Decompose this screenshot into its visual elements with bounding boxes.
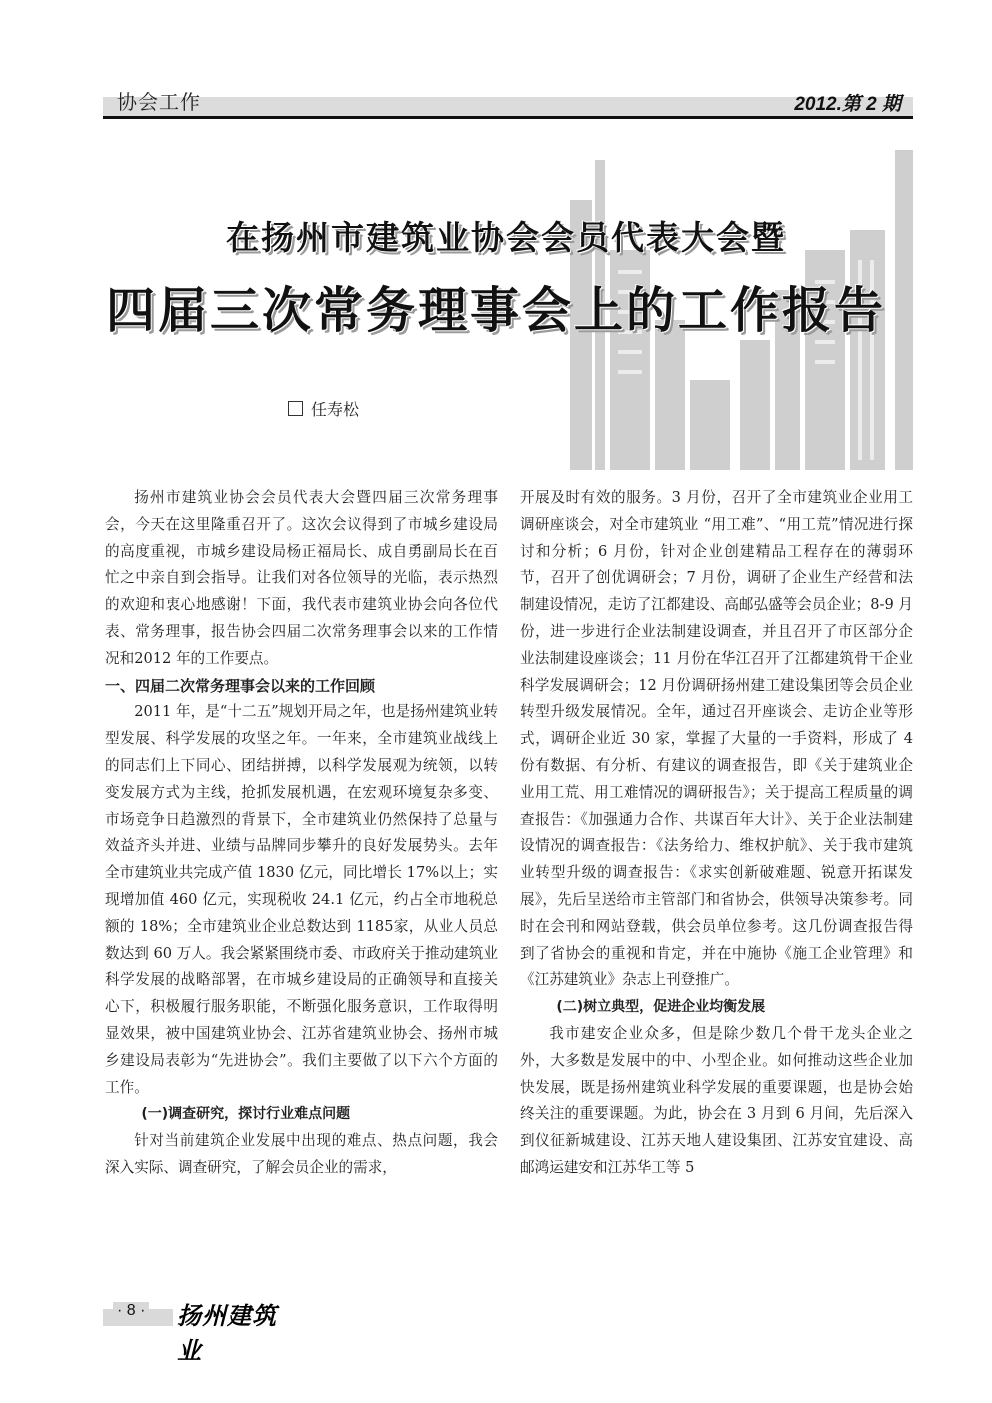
article-title-line2: 四届三次常务理事会上的工作报告 bbox=[105, 282, 886, 339]
square-bullet-icon bbox=[288, 401, 303, 416]
section-heading: 一、四届二次常务理事会以来的工作回顾 bbox=[105, 676, 376, 695]
paragraph: 开展及时有效的服务。3 月份，召开了全市建筑业企业用工调研座谈会，对全市建筑业 “用工难”、“用工荒”情况进行探讨和分析；6 月份，针对企业创建精品工程存在的薄弱环节，召开了创优调研会；7 月份，调研了企业生产经营和法制建设情况，走访了江都建设、高邮弘盛等会员企业；8-9 月份，进一步进行企业法制建设调查，并且召开了市区部分企业法制建设座谈会；11 月份在华江召开了江都建筑骨干企业科学发展调研会；12 月份调研扬州建工建设集团等会员企业转型升级发展情况。全年，通过召开座谈会、走访企业等形式，调研企业近 30 家，掌握了大量的一手资料，形成了 4 份有数据、有分析、有建议的调查报告，即《关于建筑业企业用工荒、用工难情况的调研报告》；关于提高工程质量的调查报告：《加强通力合作、共谋百年大计》、关于企业法制建设情况的调查报告：《法务给力、维权护航》、关于我市建筑业转型升级的调查报告：《求实创新破难题、锐意开拓谋发展》，先后呈送给市主管部门和省协会，供领导决策参考。同时在会刊和网站登载，供会员单位参考。这几份调查报告得到了省协会的重视和肯定，并在中施协《施工企业管理》和《江苏建筑业》杂志上刊登推广。 bbox=[520, 489, 913, 989]
paragraph: 我市建安企业众多，但是除少数几个骨干龙头企业之外，大多数是发展中的中、小型企业。如何推动这些企业加快发展，既是扬州建筑业科学发展的重要课题，也是协会始终关注的重要课题。为此，协会在 3 月到 6 月间，先后深入到仪征新城建设、江苏天地人建设集团、江苏安宜建设、高邮鸿运建安和江苏华工等 5 bbox=[520, 1024, 913, 1176]
running-header bbox=[103, 86, 913, 116]
subsection-heading: (一)调查研究，探讨行业难点问题 bbox=[141, 1106, 351, 1123]
left-column bbox=[105, 485, 498, 1182]
building-shape bbox=[690, 380, 730, 470]
right-column bbox=[520, 485, 913, 1182]
running-footer bbox=[103, 1296, 303, 1365]
header-band bbox=[103, 97, 913, 116]
section-name: 协会工作 bbox=[117, 90, 201, 114]
author-name: 任寿松 bbox=[311, 400, 360, 419]
building-detail bbox=[815, 360, 835, 364]
publication-logo: 扬州建筑业 bbox=[173, 1296, 303, 1366]
building-detail bbox=[618, 370, 642, 374]
subsection-heading: (二)树立典型，促进企业均衡发展 bbox=[556, 999, 766, 1016]
paragraph: 2011 年，是“十二五”规划开局之年，也是扬州建筑业转型发展、科学发展的攻坚之年。一年来，全市建筑业战线上的同志们上下同心、团结拼搏，以科学发展观为统领，以转变发展方式为主线，抢抓发展机遇，在宏观环境复杂多变、市场竞争日趋激烈的背景下，全市建筑业仍然保持了总量与效益齐头并进、业绩与品牌同步攀升的良好发展势头。去年全市建筑业共完成产值 1830 亿元，同比增长 17%以上；实现增加值 460 亿元，实现税收 24.1 亿元，约占全市地税总额的 18%；全市建筑业企业总数达到 1185家，从业人员总数达到 60 万人。我会紧紧围绕市委、市政府关于推动建筑业科学发展的战略部署，在市城乡建设局的正确领导和直接关心下，积极履行服务职能，不断强化服务意识，工作取得明显效果，被中国建筑业协会、江苏省建筑业协会、扬州市城乡建设局表彰为“先进协会”。我们主要做了以下六个方面的工作。 bbox=[105, 703, 498, 1096]
header-rule bbox=[103, 116, 913, 119]
building-detail bbox=[618, 350, 642, 354]
author-byline bbox=[288, 397, 359, 420]
building-shape bbox=[655, 320, 685, 470]
building-shape bbox=[850, 230, 885, 470]
paragraph: 扬州市建筑业协会会员代表大会暨四届三次常务理事会，今天在这里隆重召开了。这次会议得到了市城乡建设局的高度重视，市城乡建设局杨正福局长、成自勇副局长在百忙之中亲自到会指导。让我们对各位领导的光临，表示热烈的欢迎和衷心地感谢！下面，我代表市建筑业协会向各位代表、常务理事，报告协会四届二次常务理事会以来的工作情况和2012 年的工作要点。 bbox=[105, 489, 498, 667]
building-shape bbox=[740, 340, 770, 470]
article-title-line1: 在扬州市建筑业协会会员代表大会暨 bbox=[226, 218, 786, 257]
issue-number: 2012.第 2 期 bbox=[794, 94, 901, 115]
paragraph: 针对当前建筑企业发展中出现的难点、热点问题，我会深入实际、调查研究，了解会员企业的需求， bbox=[105, 1132, 498, 1176]
page-number: · 8 · bbox=[113, 1302, 149, 1320]
